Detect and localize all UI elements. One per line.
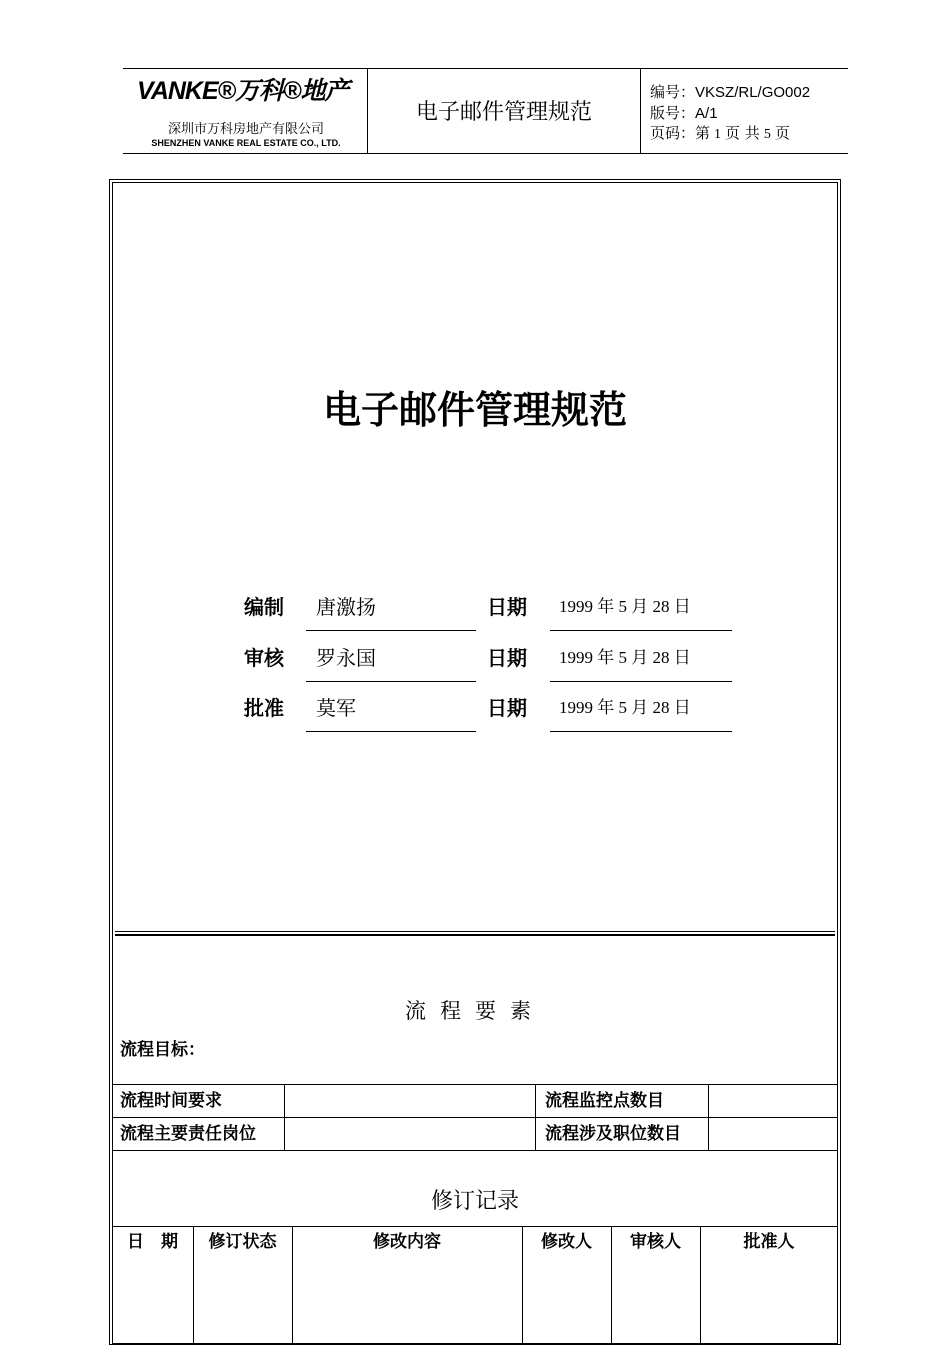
roles-count-label: 流程涉及职位数目 xyxy=(545,1124,681,1144)
doc-number-label: 编号： xyxy=(650,83,696,101)
signoff-date-label: 日期 xyxy=(487,696,527,720)
table-rule xyxy=(112,1150,838,1151)
signoff-name-underline xyxy=(306,731,476,732)
document-title: 电子邮件管理规范 xyxy=(322,388,627,432)
section-divider xyxy=(115,931,835,932)
signoff-date: 1999 年 5 月 28 日 xyxy=(559,648,691,667)
page-indicator xyxy=(650,123,790,145)
signoff-name: 唐激扬 xyxy=(316,595,376,619)
table-rule xyxy=(284,1084,285,1151)
page-total: 5 xyxy=(763,127,771,142)
signoff-name-underline xyxy=(306,681,476,682)
main-roles-label: 流程主要责任岗位 xyxy=(120,1124,256,1144)
revision-col-modifier: 修改人 xyxy=(541,1232,592,1252)
header-title: 电子邮件管理规范 xyxy=(415,100,592,125)
revision-col-status: 修订状态 xyxy=(208,1232,277,1252)
control-points-label: 流程监控点数目 xyxy=(545,1091,664,1111)
doc-version-label: 版号： xyxy=(650,104,696,122)
company-name-en: SHENZHEN VANKE REAL ESTATE CO., LTD. xyxy=(151,138,341,148)
revision-col-reviewer: 审核人 xyxy=(630,1232,681,1252)
page-mid: 页 共 xyxy=(725,124,760,142)
signoff-role: 批准 xyxy=(244,696,284,720)
page-prefix: 第 xyxy=(695,124,711,142)
revision-col-content: 修改内容 xyxy=(373,1232,441,1252)
table-rule xyxy=(112,1117,838,1118)
signoff-date-label: 日期 xyxy=(487,646,527,670)
revision-col-date: 日 期 xyxy=(127,1232,178,1252)
signoff-date-label: 日期 xyxy=(487,595,527,619)
page-suffix: 页 xyxy=(774,124,790,142)
signoff-role: 审核 xyxy=(244,646,284,670)
revision-col-approver: 批准人 xyxy=(743,1232,795,1252)
table-rule xyxy=(535,1084,536,1151)
process-elements-title: 流程要素 xyxy=(405,999,545,1023)
table-rule xyxy=(708,1084,709,1151)
signoff-name: 罗永国 xyxy=(316,646,376,670)
table-rule xyxy=(112,1226,838,1227)
signoff-date: 1999 年 5 月 28 日 xyxy=(559,597,691,616)
doc-version xyxy=(650,103,718,124)
process-time-label: 流程时间要求 xyxy=(120,1091,222,1111)
process-goal-label: 流程目标： xyxy=(120,1040,205,1060)
company-name-cn: 深圳市万科房地产有限公司 xyxy=(167,122,324,137)
table-rule xyxy=(112,1084,838,1085)
signoff-date-underline xyxy=(550,681,732,682)
page-label: 页码： xyxy=(650,124,696,142)
signoff-name: 莫军 xyxy=(316,696,356,720)
revision-record-title: 修订记录 xyxy=(430,1189,519,1214)
doc-number-value: VKSZ/RL/GO002 xyxy=(695,84,811,101)
section-divider xyxy=(115,934,835,936)
signoff-role: 编制 xyxy=(244,595,284,619)
company-logo: VANKE®万科®地产 xyxy=(137,77,349,105)
doc-number xyxy=(650,82,810,103)
document-frame-inner xyxy=(112,182,838,1344)
doc-version-value: A/1 xyxy=(695,105,718,122)
signoff-name-underline xyxy=(306,630,476,631)
signoff-date: 1999 年 5 月 28 日 xyxy=(559,698,691,717)
signoff-date-underline xyxy=(550,731,732,732)
signoff-date-underline xyxy=(550,630,732,631)
page-current: 1 xyxy=(714,127,722,142)
